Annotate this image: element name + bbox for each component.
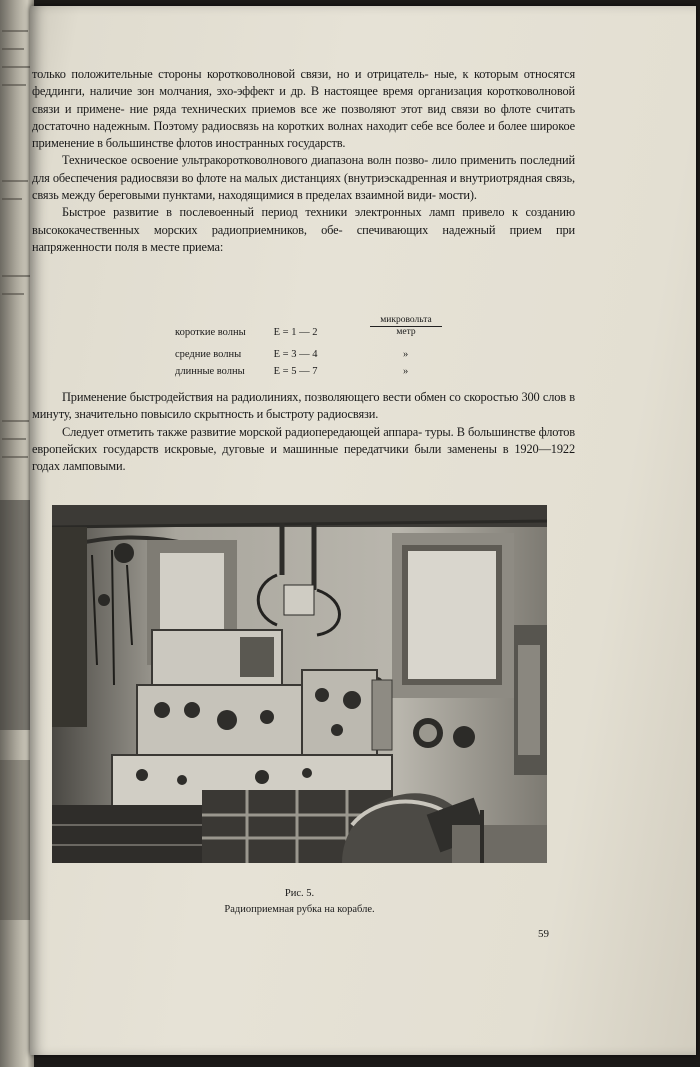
formula-row bbox=[175, 346, 475, 363]
paragraph: Применение быстродействия на радиолиниях, позволяющего вести обмен со скоростью 300 слов в минуту, значительно повысило скрытность и быстроту радиосвязи. bbox=[32, 390, 575, 422]
formula-label: короткие волны bbox=[175, 327, 246, 338]
body-text-continued bbox=[32, 389, 575, 475]
body-text bbox=[32, 66, 575, 256]
radio-room-photo bbox=[52, 505, 547, 863]
book-page bbox=[30, 6, 696, 1055]
paragraph: только положительные стороны коротковолновой связи, но и отрицатель- ные, к которым относятся феддинги, наличие зон молчания, эхо-эффект и др. В настоящее время организация коротковолновой связи и примене- ние ряда технических приемов все же позволяют этот вид связи во флоте считать достаточно надежным. Поэтому радиосвязь на коротких волнах находит себе все более и более широкое применение в большинстве флотов иностранных государств. bbox=[32, 67, 575, 151]
formula-row bbox=[175, 363, 475, 380]
unit-denominator: метр bbox=[396, 327, 416, 337]
ditto-mark: » bbox=[403, 349, 409, 360]
previous-page-edge bbox=[0, 0, 34, 1067]
ditto-mark: » bbox=[403, 366, 409, 377]
formula-label: длинные волны bbox=[175, 366, 245, 377]
formula-row bbox=[175, 315, 475, 341]
figure-caption bbox=[52, 886, 547, 918]
figure-label: Рис. 5. bbox=[284, 888, 315, 899]
unit-fraction bbox=[370, 315, 442, 338]
field-strength-formula bbox=[175, 315, 475, 380]
paragraph: Следует отметить также развитие морской радиопередающей аппара- туры. В большинстве флотов европейских государств искровые, дуговые и машинные передатчики были заменены в 1920—1922 годах ламповыми. bbox=[32, 424, 575, 474]
paragraph: Техническое освоение ультракоротковолнового диапазона волн позво- лило применить последний для обеспечения радиосвязи во флоте на малых дистанциях (внутриэскадренная и внутриотрядная связь, связь между береговыми пунктами, находящимися в пределах взаимной види- мости). bbox=[32, 153, 575, 203]
formula-expression: E = 5 — 7 bbox=[273, 366, 318, 377]
formula-label: средние волны bbox=[175, 349, 242, 360]
page-number: 59 bbox=[538, 928, 549, 940]
paragraph: Быстрое развитие в послевоенный период техники электронных ламп привело к созданию высококачественных морских радиоприемников, обе- спечивающих надежный прием при напряженности поля в месте приема: bbox=[32, 205, 575, 254]
figure-caption-text: Радиоприемная рубка на корабле. bbox=[224, 904, 375, 915]
unit-numerator: микровольта bbox=[370, 315, 442, 327]
formula-expression: E = 1 — 2 bbox=[273, 327, 318, 338]
formula-expression: E = 3 — 4 bbox=[273, 349, 318, 360]
